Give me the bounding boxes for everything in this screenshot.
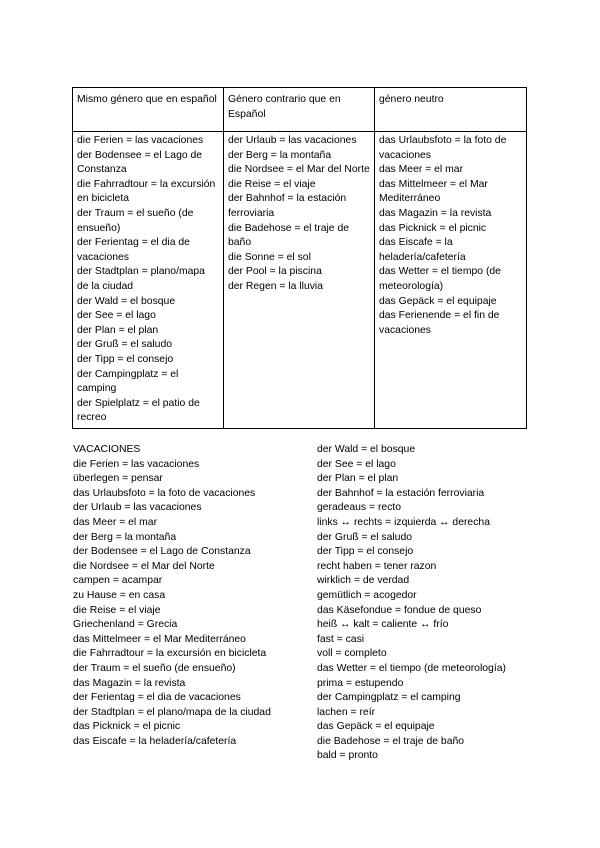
vocab-entry: campen = acampar	[73, 575, 163, 587]
vocab-entry: geradeaus = recto	[317, 502, 402, 514]
vocab-entry: voll = completo	[317, 648, 387, 660]
header-opposite-gender: Género contrario que en Español	[224, 88, 375, 132]
column-neuter-gender	[375, 132, 527, 429]
table-cell-entry: der Pool = la piscina	[228, 266, 322, 278]
vocab-entry: das Meer = el mar	[73, 516, 158, 528]
table-cell-entry: die Fahrradtour = la excursión en bicicleta	[77, 178, 216, 205]
table-cell-entry: das Urlaubsfoto = la foto de vacaciones	[379, 135, 507, 161]
vocab-entry: links ↔ rechts = izquierda ↔ derecha	[317, 516, 490, 528]
table-cell-entry: der Spielplatz = el patio de recreo	[77, 397, 200, 424]
vocab-entry: die Badehose = el traje de baño	[317, 735, 465, 747]
table-row	[73, 132, 527, 429]
vocab-entry: der Berg = la montaña	[73, 531, 177, 543]
vocab-entry: das Wetter = el tiempo (de meteorología)	[317, 662, 506, 674]
vocab-entry: das Gepäck = el equipaje	[317, 721, 435, 733]
table-cell-entry: das Meer = el mar	[379, 164, 464, 176]
table-cell-entry: die Ferien = las vacaciones	[77, 135, 204, 146]
vocab-entry: der Urlaub = las vacaciones	[73, 502, 202, 514]
table-cell-entry: der Gruß = el saludo	[77, 339, 173, 351]
table-cell-entry: der Bodensee = el Lago de Constanza	[77, 149, 203, 176]
header-neuter-gender: género neutro	[375, 88, 527, 132]
table-cell-entry: das Mittelmeer = el Mar Mediterráneo	[379, 178, 488, 205]
vocab-entry: bald = pronto	[317, 750, 378, 762]
table-cell-entry: die Sonne = el sol	[228, 251, 311, 263]
vocab-entry: die Fahrradtour = la excursión en bicicleta	[73, 648, 267, 660]
vocab-entry: Griechenland = Grecia	[73, 619, 178, 631]
vocab-entry: die Reise = el viaje	[73, 604, 161, 616]
vocab-entry: der Campingplatz = el camping	[317, 692, 461, 704]
table-cell-entry: das Eiscafe = la heladería/cafetería	[379, 237, 466, 263]
table-header-row	[73, 88, 527, 132]
header-same-gender: Mismo género que en español	[73, 88, 224, 132]
vocab-entry: der Gruß = el saludo	[317, 531, 413, 543]
table-cell-entry: der Ferientag = el dia de vacaciones	[77, 237, 190, 263]
table-cell-entry: der Bahnhof = la estación ferroviaria	[228, 193, 347, 219]
vocab-entry: gemütlich = acogedor	[317, 589, 417, 601]
vocab-entry: der Tipp = el consejo	[317, 546, 414, 558]
vocab-entry: der Bodensee = el Lago de Constanza	[73, 546, 251, 558]
table-cell-entry: der Wald = el bosque	[77, 295, 176, 307]
vocab-entry: der Plan = el plan	[317, 473, 399, 485]
vocab-entry: überlegen = pensar	[73, 473, 163, 485]
table-cell-entry: der Traum = el sueño (de ensueño)	[77, 207, 194, 234]
column-same-gender	[73, 132, 224, 429]
vocab-entry: das Magazin = la revista	[73, 677, 186, 689]
table-cell-entry: die Reise = el viaje	[228, 178, 316, 190]
table-cell-entry: die Badehose = el traje de baño	[228, 222, 350, 249]
vocab-entry: prima = estupendo	[317, 677, 404, 689]
vocab-entry: der Wald = el bosque	[317, 444, 416, 455]
table-cell-entry: das Gepäck = el equipaje	[379, 295, 497, 307]
vocab-entry: das Mittelmeer = el Mar Mediterráneo	[73, 633, 246, 645]
vocab-entry: heiß ↔ kalt = caliente ↔ frío	[317, 619, 449, 631]
vocab-entry: zu Hause = en casa	[73, 589, 166, 601]
vocab-entry: das Eiscafe = la heladería/cafetería	[73, 735, 237, 747]
table-cell-entry: das Magazin = la revista	[379, 207, 492, 219]
table-cell-entry: der Regen = la lluvia	[228, 280, 324, 292]
table-cell-entry: die Nordsee = el Mar del Norte	[228, 164, 370, 176]
vocab-entry: fast = casi	[317, 633, 365, 645]
vocab-entry: der Ferientag = el dia de vacaciones	[73, 692, 241, 704]
vocab-entry: der Traum = el sueño (de ensueño)	[73, 662, 236, 674]
vocab-entry: die Nordsee = el Mar del Norte	[73, 560, 215, 572]
vocab-section-title: VACACIONES	[73, 444, 141, 455]
table-cell-entry: der Tipp = el consejo	[77, 353, 174, 365]
vocab-entry: wirklich = de verdad	[317, 575, 410, 587]
vocab-entry: der See = el lago	[317, 458, 396, 470]
vocab-entry: die Ferien = las vacaciones	[73, 458, 200, 470]
table-cell-entry: der Stadtplan = plano/mapa de la ciudad	[77, 266, 205, 292]
vocab-entry: das Käsefondue = fondue de queso	[317, 604, 482, 616]
vocab-entry: der Bahnhof = la estación ferroviaria	[317, 487, 485, 499]
vocab-entry: das Urlaubsfoto = la foto de vacaciones	[73, 487, 256, 499]
vocab-list-right	[317, 443, 537, 764]
gender-table	[72, 87, 527, 429]
table-cell-entry: das Ferienende = el fin de vacaciones	[379, 310, 500, 336]
vocab-entry: der Stadtplan = el plano/mapa de la ciudad	[73, 706, 271, 718]
table-cell-entry: der Campingplatz = el camping	[77, 368, 179, 395]
column-opposite-gender	[224, 132, 375, 429]
table-cell-entry: der Berg = la montaña	[228, 149, 332, 161]
table-cell-entry: der See = el lago	[77, 310, 156, 322]
vocab-entry: recht haben = tener razon	[317, 560, 437, 572]
table-cell-entry: der Plan = el plan	[77, 324, 159, 336]
vocab-entry: lachen = reír	[317, 706, 376, 718]
vocab-list-left	[73, 443, 303, 749]
table-cell-entry: das Wetter = el tiempo (de meteorología)	[379, 266, 501, 292]
table-cell-entry: der Urlaub = las vacaciones	[228, 135, 357, 146]
table-cell-entry: das Picknick = el picnic	[379, 222, 487, 234]
vocab-entry: das Picknick = el picnic	[73, 721, 181, 733]
